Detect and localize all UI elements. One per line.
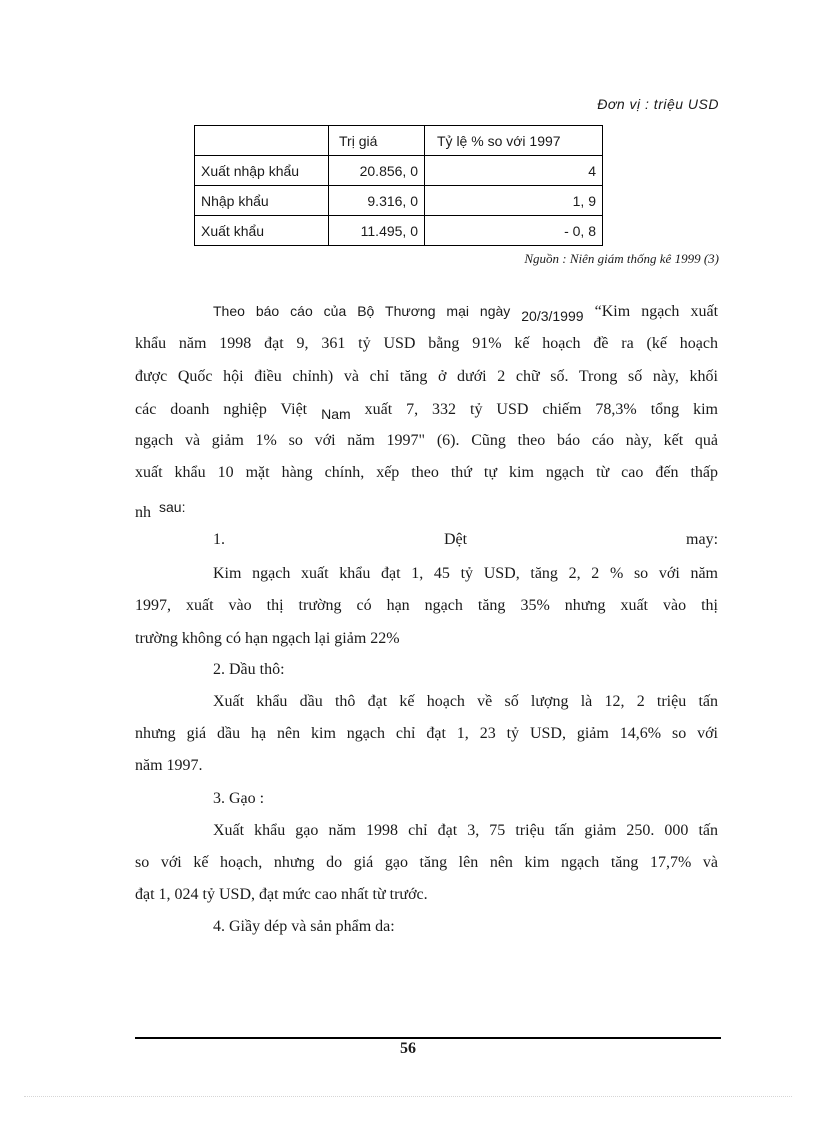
paragraph-line: so với kế hoạch, nhưng do giá gạo tăng lên nên kim ngạch tăng 17,7% và: [135, 854, 718, 871]
table-cell: 9.316, 0: [329, 186, 425, 216]
paragraph-line: được Quốc hội điều chỉnh) và chỉ tăng ở dưới 2 chữ số. Trong số này, khối: [135, 368, 718, 385]
paragraph-line: 1997, xuất vào thị trường có hạn ngạch tăng 35% nhưng xuất vào thị: [135, 597, 718, 614]
paragraph-line: [135, 497, 718, 521]
date-text: 20/3/1999: [521, 308, 584, 324]
item1-heading: [213, 530, 718, 550]
text-run: nh: [135, 504, 151, 521]
text-run: các doanh nghiệp Việt: [135, 401, 322, 418]
table-cell: Nhập khẩu: [195, 186, 329, 216]
text-run: sau:: [159, 499, 186, 515]
table-header-cell: Tỷ lệ % so với 1997: [425, 126, 603, 156]
source-note: Nguồn : Niên giám thống kê 1999 (3): [524, 251, 719, 266]
table-cell: 11.495, 0: [329, 216, 425, 246]
paragraph-line: năm 1997.: [135, 757, 203, 774]
trade-table: [194, 125, 603, 246]
text-run: “Kim ngạch xuất: [583, 303, 719, 320]
table-cell: Xuất khẩu: [195, 216, 329, 246]
table-cell: - 0, 8: [425, 216, 603, 246]
text-run: xuất 7, 332 tỷ USD chiếm 78,3% tổng kim: [350, 401, 718, 418]
table-cell: 4: [425, 156, 603, 186]
paragraph-line: [213, 301, 718, 322]
table-row: [195, 186, 603, 216]
table-header-cell: [195, 126, 329, 156]
paragraph-line: đạt 1, 024 tỷ USD, đạt mức cao nhất từ trước.: [135, 886, 428, 903]
table-header-row: [195, 126, 603, 156]
item2-heading: 2. Dầu thô:: [213, 661, 285, 678]
table-row: [195, 156, 603, 186]
item3-heading: 3. Gạo :: [213, 790, 265, 807]
unit-note: Đơn vị : triệu USD: [597, 96, 719, 112]
page-number: 56: [400, 1040, 416, 1057]
item-suffix: may:: [686, 531, 719, 548]
item-number: 1.: [213, 531, 225, 548]
paragraph-line: khẩu năm 1998 đạt 9, 361 tỷ USD bằng 91% kế hoạch đề ra (kế hoạch: [135, 335, 718, 352]
paragraph-line: Xuất khẩu gạo năm 1998 chỉ đạt 3, 75 triệu tấn giảm 250. 000 tấn: [213, 822, 718, 839]
text-run: Theo báo cáo của Bộ Thương mại ngày: [213, 303, 522, 319]
paragraph-line: xuất khẩu 10 mặt hàng chính, xếp theo thứ tự kim ngạch từ cao đến thấp: [135, 464, 718, 481]
item-name: Dệt: [443, 531, 468, 548]
paragraph-line: [135, 399, 718, 420]
table-cell: 20.856, 0: [329, 156, 425, 186]
table-row: [195, 216, 603, 246]
table-cell: Xuất nhập khẩu: [195, 156, 329, 186]
table-cell: 1, 9: [425, 186, 603, 216]
page-edge-divider: [24, 1096, 792, 1097]
text-run: Nam: [321, 406, 351, 422]
paragraph-line: nhưng giá dầu hạ nên kim ngạch chỉ đạt 1, 23 tỷ USD, giảm 14,6% so với: [135, 725, 718, 742]
paragraph-line: ngạch và giảm 1% so với năm 1997" (6). Cũng theo báo cáo này, kết quả: [135, 432, 718, 449]
footer-rule: [135, 1037, 721, 1039]
item4-heading: 4. Giầy dép và sản phẩm da:: [213, 918, 395, 935]
paragraph-line: trường không có hạn ngạch lại giảm 22%: [135, 630, 400, 647]
paragraph-line: Xuất khẩu dầu thô đạt kế hoạch về số lượng là 12, 2 triệu tấn: [213, 693, 718, 710]
paragraph-line: Kim ngạch xuất khẩu đạt 1, 45 tỷ USD, tăng 2, 2 % so với năm: [213, 565, 718, 582]
table-header-cell: Trị giá: [329, 126, 425, 156]
